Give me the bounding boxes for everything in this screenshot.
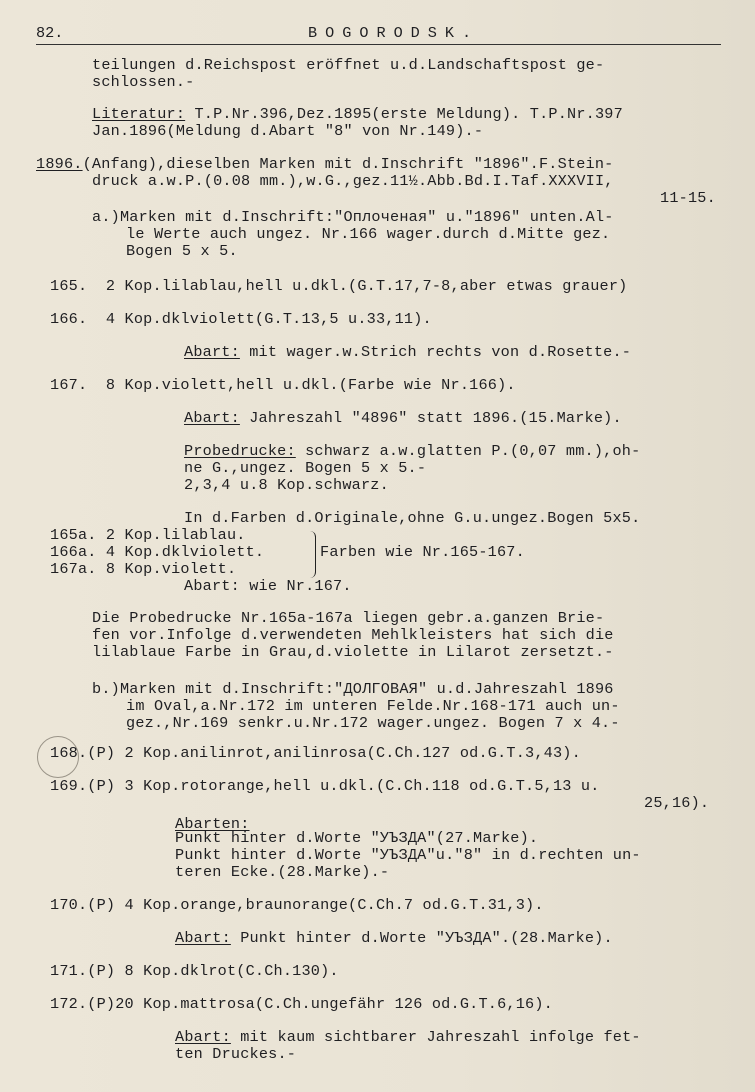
catalog-entry-171: 171.(P) 8 Kop.dklrot(C.Ch.130). [50, 962, 339, 980]
literature-label: Literatur: [92, 105, 186, 123]
text-line: druck a.w.P.(0.08 mm.),w.G.,gez.11½.Abb.Bd.I.Taf.XXXVII, [92, 172, 614, 190]
abart-label: Abart: [175, 929, 231, 947]
text-line: Die Probedrucke Nr.165a-167a liegen gebr.a.ganzen Brie- [92, 609, 605, 627]
text-line: fen vor.Infolge d.verwendeten Mehlkleisters hat sich die [92, 626, 614, 644]
catalog-entry-167a: 167a. 8 Kop.violett. [50, 560, 237, 578]
year-1896-label: 1896. [36, 155, 83, 173]
text-line: 2,3,4 u.8 Kop.schwarz. [184, 476, 389, 494]
literature-text: T.P.Nr.396,Dez.1895(erste Meldung). T.P.Nr.397 [185, 105, 623, 123]
text-line: a.)Marken mit d.Inschrift:"Оплоченая" u."1896" unten.Al- [92, 208, 614, 226]
text-line: b.)Marken mit d.Inschrift:"ДОЛГОВАЯ" u.d.Jahreszahl 1896 [92, 680, 614, 698]
text-line: In d.Farben d.Originale,ohne G.u.ungez.Bogen 5x5. [184, 509, 641, 527]
catalog-entry-172: 172.(P)20 Kop.mattrosa(C.Ch.ungefähr 126 od.G.T.6,16). [50, 995, 553, 1013]
year-1896-text: (Anfang),dieselben Marken mit d.Inschrift "1896".F.Stein- [82, 155, 614, 173]
text-line: 11-15. [660, 189, 716, 207]
catalog-entry-167: 167. 8 Kop.violett,hell u.dkl.(Farbe wie Nr.166). [50, 376, 516, 394]
abart-label: Abart: [175, 1028, 231, 1046]
text-line: Punkt hinter d.Worte "УЪЗДА"u."8" in d.rechten un- [175, 846, 641, 864]
literature-line [92, 106, 623, 123]
text-line: Punkt hinter d.Worte "УЪЗДА"(27.Marke). [175, 829, 539, 847]
text-line: lilablaue Farbe in Grau,d.violette in Lilarot zersetzt.- [92, 643, 614, 661]
text-line: im Oval,a.Nr.172 im unteren Felde.Nr.168-171 auch un- [126, 697, 620, 715]
catalog-entry-170: 170.(P) 4 Kop.orange,braunorange(C.Ch.7 od.G.T.31,3). [50, 896, 544, 914]
abart-170-line [175, 930, 613, 947]
abart-166-line [184, 344, 631, 361]
probedrucke-text: schwarz a.w.glatten P.(0,07 mm.),oh- [295, 442, 641, 460]
abart-label: Abart: [184, 409, 240, 427]
text-line: teren Ecke.(28.Marke).- [175, 863, 390, 881]
grouping-brace [307, 531, 316, 578]
text-line: Abart: wie Nr.167. [184, 577, 352, 595]
catalog-entry-165: 165. 2 Kop.lilablau,hell u.dkl.(G.T.17,7-8,aber etwas grauer) [50, 277, 628, 295]
catalog-entry-166a: 166a. 4 Kop.dklviolett. [50, 543, 265, 561]
abarten-label-text: Abarten: [175, 815, 250, 833]
probedrucke-line [184, 443, 640, 460]
probedrucke-label: Probedrucke: [184, 442, 296, 460]
text-line: ten Druckes.- [175, 1045, 297, 1063]
text-line: gez.,Nr.169 senkr.u.Nr.172 wager.ungez. Bogen 7 x 4.- [126, 714, 620, 732]
catalog-entry-168: 168.(P) 2 Kop.anilinrot,anilinrosa(C.Ch.127 od.G.T.3,43). [50, 744, 581, 762]
abart-label: Abart: [184, 343, 240, 361]
year-1896-line [36, 156, 613, 173]
catalog-entry-166: 166. 4 Kop.dklviolett(G.T.13,5 u.33,11). [50, 310, 432, 328]
catalog-entry-165a: 165a. 2 Kop.lilablau. [50, 526, 246, 544]
abart-text: mit kaum sichtbarer Jahreszahl infolge fet- [230, 1028, 641, 1046]
text-line: Bogen 5 x 5. [126, 242, 238, 260]
text-line: 25,16). [644, 794, 710, 812]
text-line: schlossen.- [92, 73, 195, 91]
page-header [36, 24, 721, 45]
abart-172-line [175, 1029, 641, 1046]
abart-text: mit wager.w.Strich rechts von d.Rosette.- [239, 343, 632, 361]
page-title: BOGORODSK. [308, 24, 480, 42]
brace-note: Farben wie Nr.165-167. [320, 543, 525, 561]
text-line: Jan.1896(Meldung d.Abart "8" von Nr.149).- [92, 122, 484, 140]
text-line: le Werte auch ungez. Nr.166 wager.durch d.Mitte gez. [126, 225, 611, 243]
text-line: ne G.,ungez. Bogen 5 x 5.- [184, 459, 427, 477]
abart-text: Punkt hinter d.Worte "УЪЗДА".(28.Marke). [230, 929, 613, 947]
abart-text: Jahreszahl "4896" statt 1896.(15.Marke). [239, 409, 622, 427]
text-line: teilungen d.Reichspost eröffnet u.d.Landschaftspost ge- [92, 56, 605, 74]
page-number: 82. [36, 24, 64, 42]
catalog-entry-169: 169.(P) 3 Kop.rotorange,hell u.dkl.(C.Ch.118 od.G.T.5,13 u. [50, 777, 600, 795]
abart-167-line [184, 410, 622, 427]
